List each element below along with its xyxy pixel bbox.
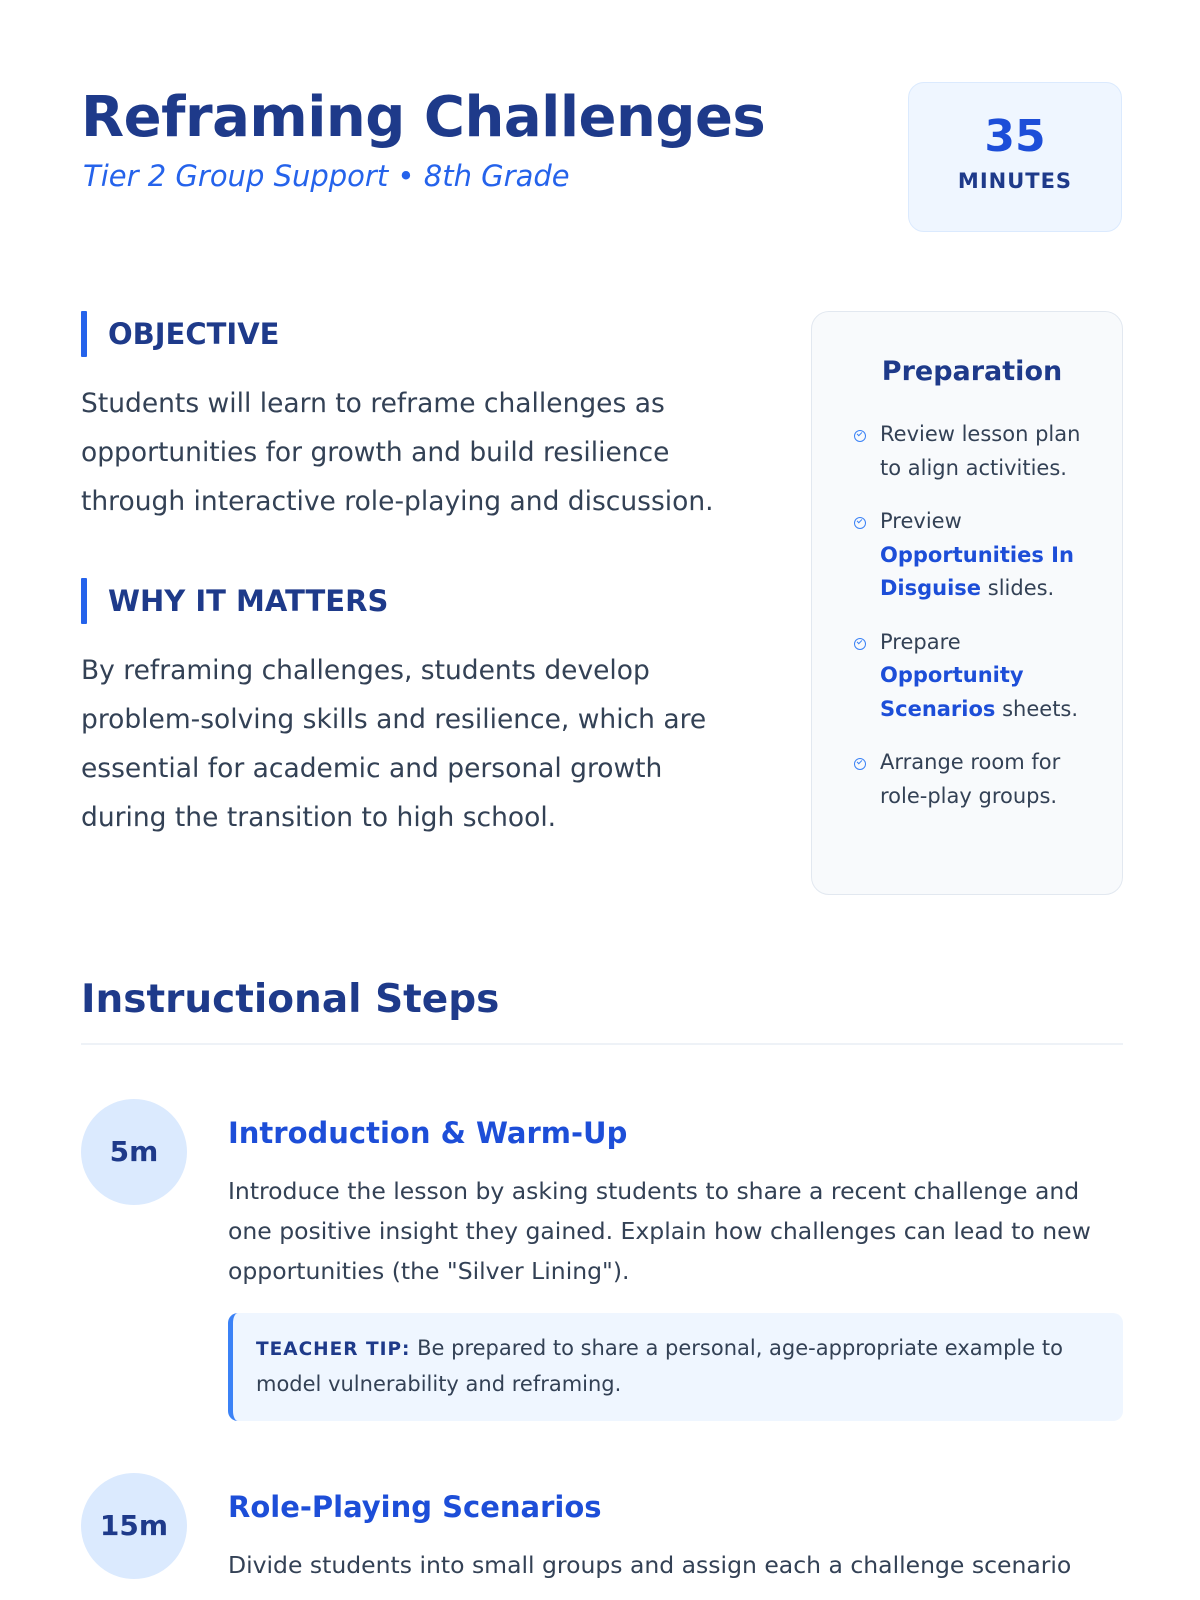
- opportunity-scenarios-link[interactable]: Opportunity Scenarios: [880, 663, 1024, 721]
- section-accent-bar: [81, 578, 87, 624]
- teacher-tip-text: Be prepared to share a personal, age-appropriate example to model vulnerability and reframing.: [256, 1336, 1063, 1396]
- duration-badge: [908, 82, 1122, 232]
- objective-section: [81, 311, 731, 526]
- section-heading-label: OBJECTIVE: [108, 317, 280, 351]
- teacher-tip-label: TEACHER TIP:: [256, 1339, 411, 1360]
- prep-item-text: slides.: [987, 576, 1055, 600]
- preparation-card: [811, 311, 1123, 895]
- preparation-title: Preparation: [881, 356, 1063, 387]
- step-description: Introduce the lesson by asking students to share a recent challenge and one positive insight they gained. Explain how challenges can lead to new opportunities (the "Silver Lining").: [228, 1177, 1091, 1285]
- prep-item-text: Review lesson plan to align activities.: [880, 422, 1081, 480]
- section-heading: [81, 578, 731, 624]
- step-duration-badge: 15m: [81, 1473, 187, 1579]
- section-heading: [81, 311, 731, 357]
- step-content: [228, 1099, 1123, 1421]
- prep-item-text: sheets.: [1002, 696, 1079, 721]
- instructional-steps-heading: Instructional Steps: [81, 977, 500, 1022]
- list-item: [852, 626, 1092, 727]
- section-heading-label: WHY IT MATTERS: [108, 584, 389, 618]
- why-it-matters-text: By reframing challenges, students develop problem-solving skills and resilience, which are essential for academic and personal growth during the transition to high school.: [81, 655, 707, 833]
- why-it-matters-section: [81, 578, 731, 842]
- duration-unit: MINUTES: [957, 169, 1073, 193]
- list-item: [852, 505, 1092, 606]
- duration-value: 35: [984, 111, 1046, 162]
- prep-item-text: Prepare: [880, 629, 961, 654]
- teacher-tip: [228, 1313, 1123, 1421]
- lesson-header: [81, 84, 1121, 234]
- prep-item-text: Preview: [880, 509, 962, 533]
- step-title: Role-Playing Scenarios: [228, 1490, 602, 1524]
- step-content: [228, 1473, 1123, 1585]
- check-circle-icon: [854, 430, 866, 442]
- step-description: Divide students into small groups and assign each a challenge scenario: [228, 1551, 1072, 1579]
- list-item: [852, 746, 1092, 813]
- check-circle-icon: [854, 758, 866, 770]
- divider: [81, 1043, 1123, 1045]
- list-item: [852, 418, 1092, 485]
- section-accent-bar: [81, 311, 87, 357]
- page-title: Reframing Challenges: [81, 85, 766, 150]
- step-title: Introduction & Warm-Up: [228, 1116, 628, 1150]
- step-duration-badge: 5m: [81, 1099, 187, 1205]
- check-circle-icon: [854, 517, 866, 529]
- objective-text: Students will learn to reframe challenges as opportunities for growth and build resilience through interactive role-playing and discussion.: [81, 388, 714, 517]
- prep-item-text: Arrange room for role-play groups.: [880, 750, 1061, 808]
- opportunities-in-disguise-link[interactable]: Opportunities In Disguise: [880, 542, 1074, 600]
- preparation-list: [852, 418, 1092, 813]
- page-subtitle: Tier 2 Group Support • 8th Grade: [83, 159, 570, 193]
- check-circle-icon: [854, 638, 866, 650]
